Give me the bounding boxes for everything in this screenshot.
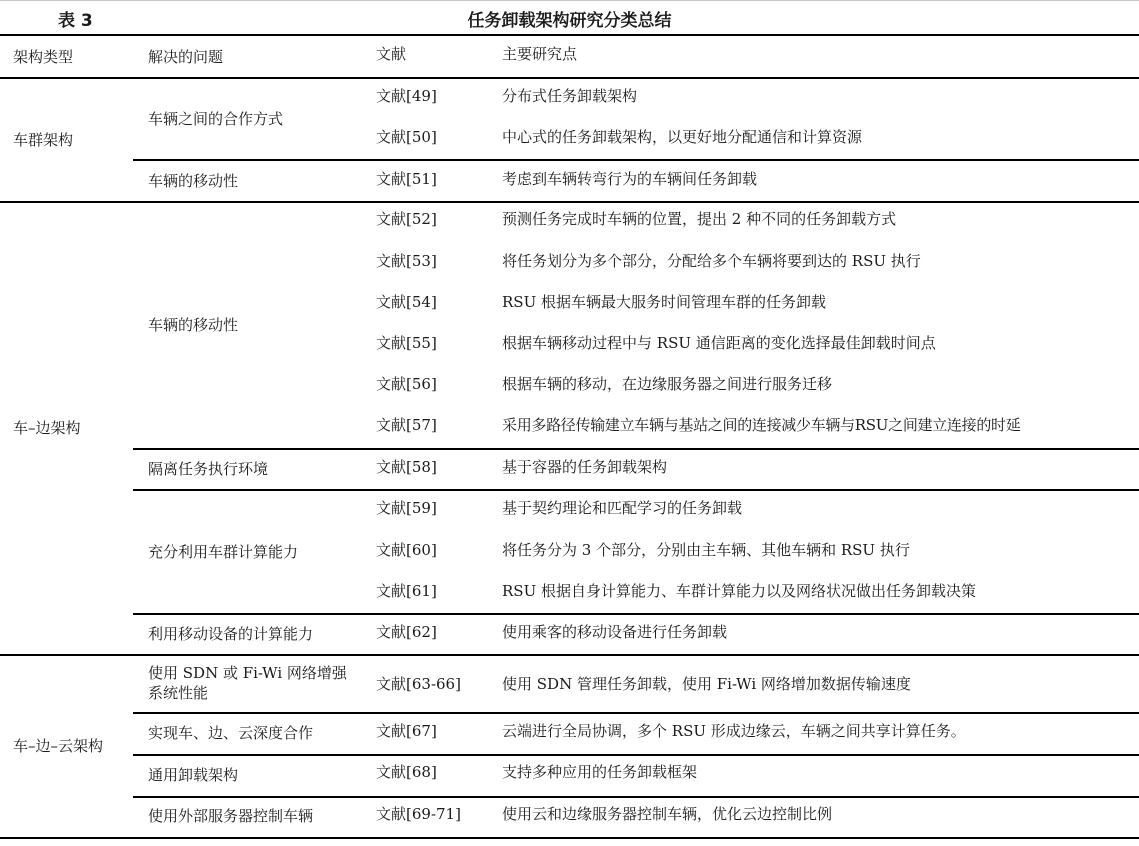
point-cell: 使用云和边缘服务器控制车辆，优化云边控制比例 — [502, 805, 833, 823]
ref-cell: 文献[51] — [376, 170, 437, 188]
ref-cell: 文献[69-71] — [376, 805, 461, 823]
table-title: 任务卸载架构研究分类总结 — [467, 11, 672, 31]
rule-header-bottom — [0, 77, 1139, 79]
column-header-problem: 解决的问题 — [148, 48, 224, 66]
rule-partial — [133, 712, 1139, 714]
problem-cell: 实现车、边、云深度合作 — [148, 724, 314, 742]
rule-partial — [133, 613, 1139, 615]
ref-cell: 文献[68] — [376, 763, 437, 781]
ref-cell: 文献[63-66] — [376, 675, 461, 693]
point-cell: 预测任务完成时车辆的位置，提出 2 种不同的任务卸载方式 — [502, 210, 897, 228]
ref-cell: 文献[50] — [376, 128, 437, 146]
top-border — [0, 0, 1139, 1]
point-cell: RSU 根据自身计算能力、车群计算能力以及网络状况做出任务卸载决策 — [502, 582, 976, 600]
ref-cell: 文献[59] — [376, 499, 437, 517]
point-cell: 支持多种应用的任务卸载框架 — [502, 763, 698, 781]
ref-cell: 文献[52] — [376, 210, 437, 228]
rule-group-end — [0, 654, 1139, 656]
rule-partial — [133, 159, 1139, 161]
point-cell: 分布式任务卸载架构 — [502, 87, 638, 105]
point-cell: 云端进行全局协调，多个 RSU 形成边缘云，车辆之间共享计算任务。 — [502, 722, 966, 740]
ref-cell: 文献[61] — [376, 582, 437, 600]
ref-cell: 文献[57] — [376, 416, 437, 434]
point-cell: 使用 SDN 管理任务卸载，使用 Fi-Wi 网络增加数据传输速度 — [502, 675, 911, 693]
point-cell: 使用乘客的移动设备进行任务卸载 — [502, 623, 728, 641]
table-number: 表 3 — [58, 11, 93, 31]
point-cell: 基于契约理论和匹配学习的任务卸载 — [502, 499, 743, 517]
column-header-ref: 文献 — [376, 45, 407, 63]
problem-cell: 充分利用车群计算能力 — [148, 543, 299, 561]
problem-cell: 车辆的移动性 — [148, 172, 239, 190]
point-cell: 中心式的任务卸载架构，以更好地分配通信和计算资源 — [502, 128, 863, 146]
ref-cell: 文献[49] — [376, 87, 437, 105]
rule-bottom — [0, 837, 1139, 839]
problem-cell: 隔离任务执行环境 — [148, 460, 269, 478]
point-cell: 将任务分为 3 个部分，分别由主车辆、其他车辆和 RSU 执行 — [502, 541, 910, 559]
point-cell: RSU 根据车辆最大服务时间管理车群的任务卸载 — [502, 293, 826, 311]
point-cell: 基于容器的任务卸载架构 — [502, 458, 668, 476]
rule-partial — [133, 796, 1139, 798]
column-header-point: 主要研究点 — [502, 45, 578, 63]
rule-partial — [133, 754, 1139, 756]
point-cell: 考虑到车辆转弯行为的车辆间任务卸载 — [502, 170, 758, 188]
ref-cell: 文献[55] — [376, 334, 437, 352]
ref-cell: 文献[53] — [376, 252, 437, 270]
ref-cell: 文献[54] — [376, 293, 437, 311]
ref-cell: 文献[56] — [376, 375, 437, 393]
ref-cell: 文献[62] — [376, 623, 437, 641]
ref-cell: 文献[67] — [376, 722, 437, 740]
point-cell: 根据车辆移动过程中与 RSU 通信距离的变化选择最佳卸载时间点 — [502, 334, 936, 352]
arch-type-cell: 车–边架构 — [13, 419, 81, 437]
problem-cell: 车辆之间的合作方式 — [148, 110, 284, 128]
ref-cell: 文献[60] — [376, 541, 437, 559]
problem-cell: 通用卸载架构 — [148, 766, 239, 784]
problem-cell: 使用 SDN 或 Fi-Wi 网络增强系统性能 — [148, 664, 347, 702]
problem-cell: 利用移动设备的计算能力 — [148, 625, 314, 643]
ref-cell: 文献[58] — [376, 458, 437, 476]
point-cell: 将任务划分为多个部分，分配给多个车辆将要到达的 RSU 执行 — [502, 252, 921, 270]
point-cell: 根据车辆的移动，在边缘服务器之间进行服务迁移 — [502, 375, 833, 393]
rule-group-end — [0, 201, 1139, 203]
arch-type-cell: 车群架构 — [13, 131, 74, 149]
column-header-type: 架构类型 — [13, 48, 74, 66]
point-cell: 采用多路径传输建立车辆与基站之间的连接减少车辆与RSU之间建立连接的时延 — [502, 416, 1021, 434]
problem-cell: 使用外部服务器控制车辆 — [148, 807, 314, 825]
rule-partial — [133, 489, 1139, 491]
rule-partial — [133, 448, 1139, 450]
rule-top — [0, 34, 1139, 36]
problem-cell: 车辆的移动性 — [148, 316, 239, 334]
arch-type-cell: 车–边–云架构 — [13, 737, 104, 755]
